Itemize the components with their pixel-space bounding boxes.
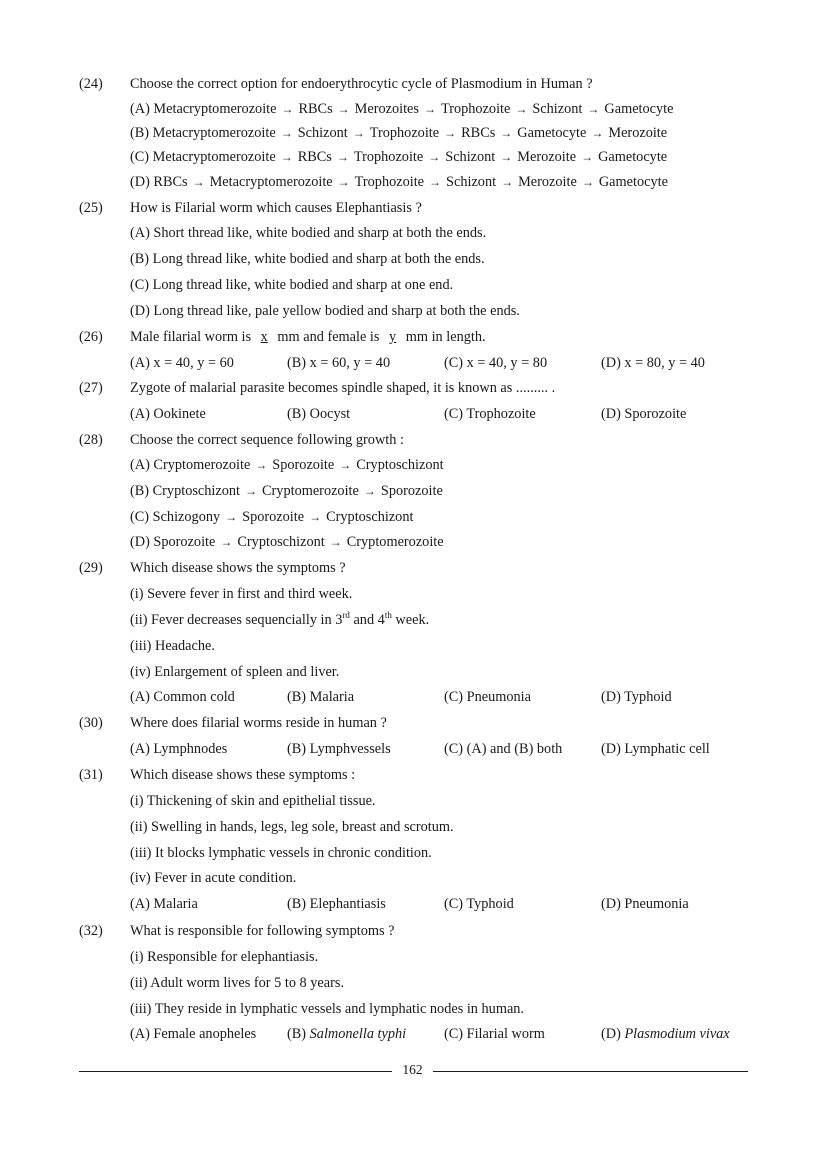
symptom-3: (iii) They reside in lymphatic vessels and lymphatic nodes in human. [130,1001,525,1017]
sequence-term: (C) Schizogony [130,509,221,525]
arrow-icon: → [245,484,257,498]
arrow-icon: → [591,126,604,140]
arrow-icon: → [280,126,293,140]
question-text: Which disease shows these symptoms : [130,767,356,783]
option-italic-text: Salmonella typhi [309,1026,407,1042]
arrow-icon: → [309,510,322,524]
symptom-2: (ii) Swelling in hands, legs, leg sole, breast and scrotum. [130,819,454,835]
sequence-term: (A) Metacryptomerozoite [130,101,277,117]
sequence-term: Cryptomerozoite [346,534,444,550]
sequence-term: (A) Cryptomerozoite [130,457,251,473]
arrow-icon: → [429,175,442,189]
question-text: What is responsible for following symptoms ? [130,923,395,939]
option-c: (C) (A) and (B) both [444,741,563,757]
arrow-icon: → [428,150,441,164]
option-b: (B) Long thread like, white bodied and sharp at both the ends. [130,251,485,267]
symptom-1: (i) Responsible for elephantiasis. [130,949,319,965]
sequence-term: Schizont [297,125,348,141]
option-b: (B) Malaria [287,689,355,705]
arrow-icon: → [581,175,594,189]
sequence-term: Gametocyte [598,174,668,190]
sequence-term: Cryptomerozoite [262,483,359,499]
symptom-1: (i) Severe fever in first and third week. [130,586,353,602]
option-d: (D) Sporozoite [601,406,687,422]
sequence-term: Gametocyte [517,125,587,141]
symptom-text: week. [391,612,430,628]
symptom-3: (iii) Headache. [130,638,215,654]
sequence-term: Trophozoite [354,174,425,190]
option-a: (A) Short thread like, white bodied and sharp at both the ends. [130,225,487,241]
question-text: Choose the correct option for endoerythrocytic cycle of Plasmodium in Human ? [130,76,593,92]
arrow-icon: → [281,102,294,116]
option-d: (D) Typhoid [601,689,672,705]
option-b [130,125,667,142]
arrow-icon: → [587,102,600,116]
option-c: (C) x = 40, y = 80 [444,355,548,371]
option-b [287,1026,406,1043]
sequence-term: Cryptoschizont [237,534,325,550]
option-a [130,457,444,474]
option-label: (D) [601,1026,621,1042]
symptom-3: (iii) It blocks lymphatic vessels in chronic condition. [130,845,432,861]
sequence-term: (B) Metacryptomerozoite [130,125,276,141]
sequence-term: Schizont [445,149,496,165]
option-label: (B) [287,1026,307,1042]
symptom-1: (i) Thickening of skin and epithelial tissue. [130,793,376,809]
option-a: (A) Ookinete [130,406,206,422]
sequence-term: Merozoites [354,101,419,117]
arrow-icon: → [225,510,238,524]
page-footer [79,1062,748,1080]
question-text: Which disease shows the symptoms ? [130,560,346,576]
sequence-term: Metacryptomerozoite [209,174,333,190]
arrow-icon: → [280,150,293,164]
footer-rule-left [79,1071,392,1072]
question-text: Choose the correct sequence following growth : [130,432,404,448]
option-a: (A) Female anopheles [130,1026,257,1042]
sequence-term: RBCs [298,101,333,117]
question-number: (31) [79,767,103,783]
superscript-th: th [384,610,392,621]
option-a: (A) Malaria [130,896,198,912]
sequence-term: (C) Metacryptomerozoite [130,149,276,165]
sequence-term: Merozoite [517,149,577,165]
sequence-term: (D) Sporozoite [130,534,216,550]
sequence-term: Gametocyte [604,101,674,117]
superscript-rd: rd [342,610,350,621]
arrow-icon: → [423,102,436,116]
sequence-term: Sporozoite [272,457,335,473]
arrow-icon: → [339,458,352,472]
option-d: (D) Long thread like, pale yellow bodied and sharp at both the ends. [130,303,520,319]
arrow-icon: → [329,535,342,549]
sequence-term: Merozoite [608,125,668,141]
sequence-term: Schizont [446,174,497,190]
option-b [130,483,443,500]
option-b: (B) x = 60, y = 40 [287,355,391,371]
question-text-part: Male filarial worm is [130,329,252,345]
question-number: (26) [79,329,103,345]
option-a: (A) Common cold [130,689,235,705]
footer-rule-right [433,1071,748,1072]
option-d [130,534,444,551]
question-text: Zygote of malarial parasite becomes spindle shaped, it is known as ......... . [130,380,556,396]
arrow-icon: → [500,126,513,140]
option-italic-text: Plasmodium vivax [624,1026,730,1042]
question-number: (29) [79,560,103,576]
arrow-icon: → [337,102,350,116]
sequence-term: (B) Cryptoschizont [130,483,240,499]
sequence-term: Gametocyte [598,149,668,165]
sequence-term: Trophozoite [440,101,511,117]
arrow-icon: → [352,126,365,140]
symptom-text: (ii) Fever decreases sequencially in 3 [130,612,343,628]
question-number: (30) [79,715,103,731]
option-c: (C) Long thread like, white bodied and sharp at one end. [130,277,454,293]
question-number: (27) [79,380,103,396]
arrow-icon: → [581,150,594,164]
option-c: (C) Filarial worm [444,1026,545,1042]
option-d: (D) Pneumonia [601,896,689,912]
option-c: (C) Typhoid [444,896,514,912]
symptom-2 [130,612,429,629]
sequence-term: (D) RBCs [130,174,188,190]
arrow-icon: → [336,150,349,164]
symptom-2: (ii) Adult worm lives for 5 to 8 years. [130,975,345,991]
sequence-term: Trophozoite [353,149,424,165]
question-text [130,329,486,346]
question-number: (25) [79,200,103,216]
option-b: (B) Elephantiasis [287,896,386,912]
arrow-icon: → [192,175,205,189]
symptom-4: (iv) Fever in acute condition. [130,870,297,886]
arrow-icon: → [501,175,514,189]
sequence-term: Cryptoschizont [326,509,414,525]
option-b: (B) Lymphvessels [287,741,391,757]
option-a [130,101,673,118]
symptom-4: (iv) Enlargement of spleen and liver. [130,664,340,680]
sequence-term: RBCs [297,149,332,165]
option-a: (A) x = 40, y = 60 [130,355,234,371]
sequence-term: Merozoite [518,174,577,190]
option-c: (C) Pneumonia [444,689,531,705]
arrow-icon: → [500,150,513,164]
question-number: (24) [79,76,103,92]
sequence-term: Cryptoschizont [356,457,444,473]
sequence-term: Schizont [532,101,583,117]
arrow-icon: → [444,126,457,140]
question-number: (32) [79,923,103,939]
option-c: (C) Trophozoite [444,406,536,422]
option-c [130,149,667,166]
blank-y: y [389,329,397,345]
page-number: 162 [402,1062,423,1077]
arrow-icon: → [337,175,350,189]
question-text: Where does filarial worms reside in human ? [130,715,387,731]
arrow-icon: → [515,102,528,116]
option-a: (A) Lymphnodes [130,741,228,757]
question-number: (28) [79,432,103,448]
sequence-term: Sporozoite [242,509,305,525]
question-text-part: mm in length. [405,329,486,345]
sequence-term: Trophozoite [369,125,440,141]
option-b: (B) Oocyst [287,406,351,422]
option-d: (D) Lymphatic cell [601,741,710,757]
arrow-icon: → [255,458,268,472]
option-c [130,509,413,526]
blank-x: x [260,329,268,345]
question-text-part: mm and female is [277,329,380,345]
option-d [130,174,668,191]
option-d [601,1026,730,1043]
option-d: (D) x = 80, y = 40 [601,355,705,371]
symptom-text: and 4 [349,612,385,628]
question-text: How is Filarial worm which causes Elephantiasis ? [130,200,422,216]
arrow-icon: → [363,484,376,498]
sequence-term: RBCs [461,125,496,141]
arrow-icon: → [220,535,233,549]
sequence-term: Sporozoite [380,483,443,499]
